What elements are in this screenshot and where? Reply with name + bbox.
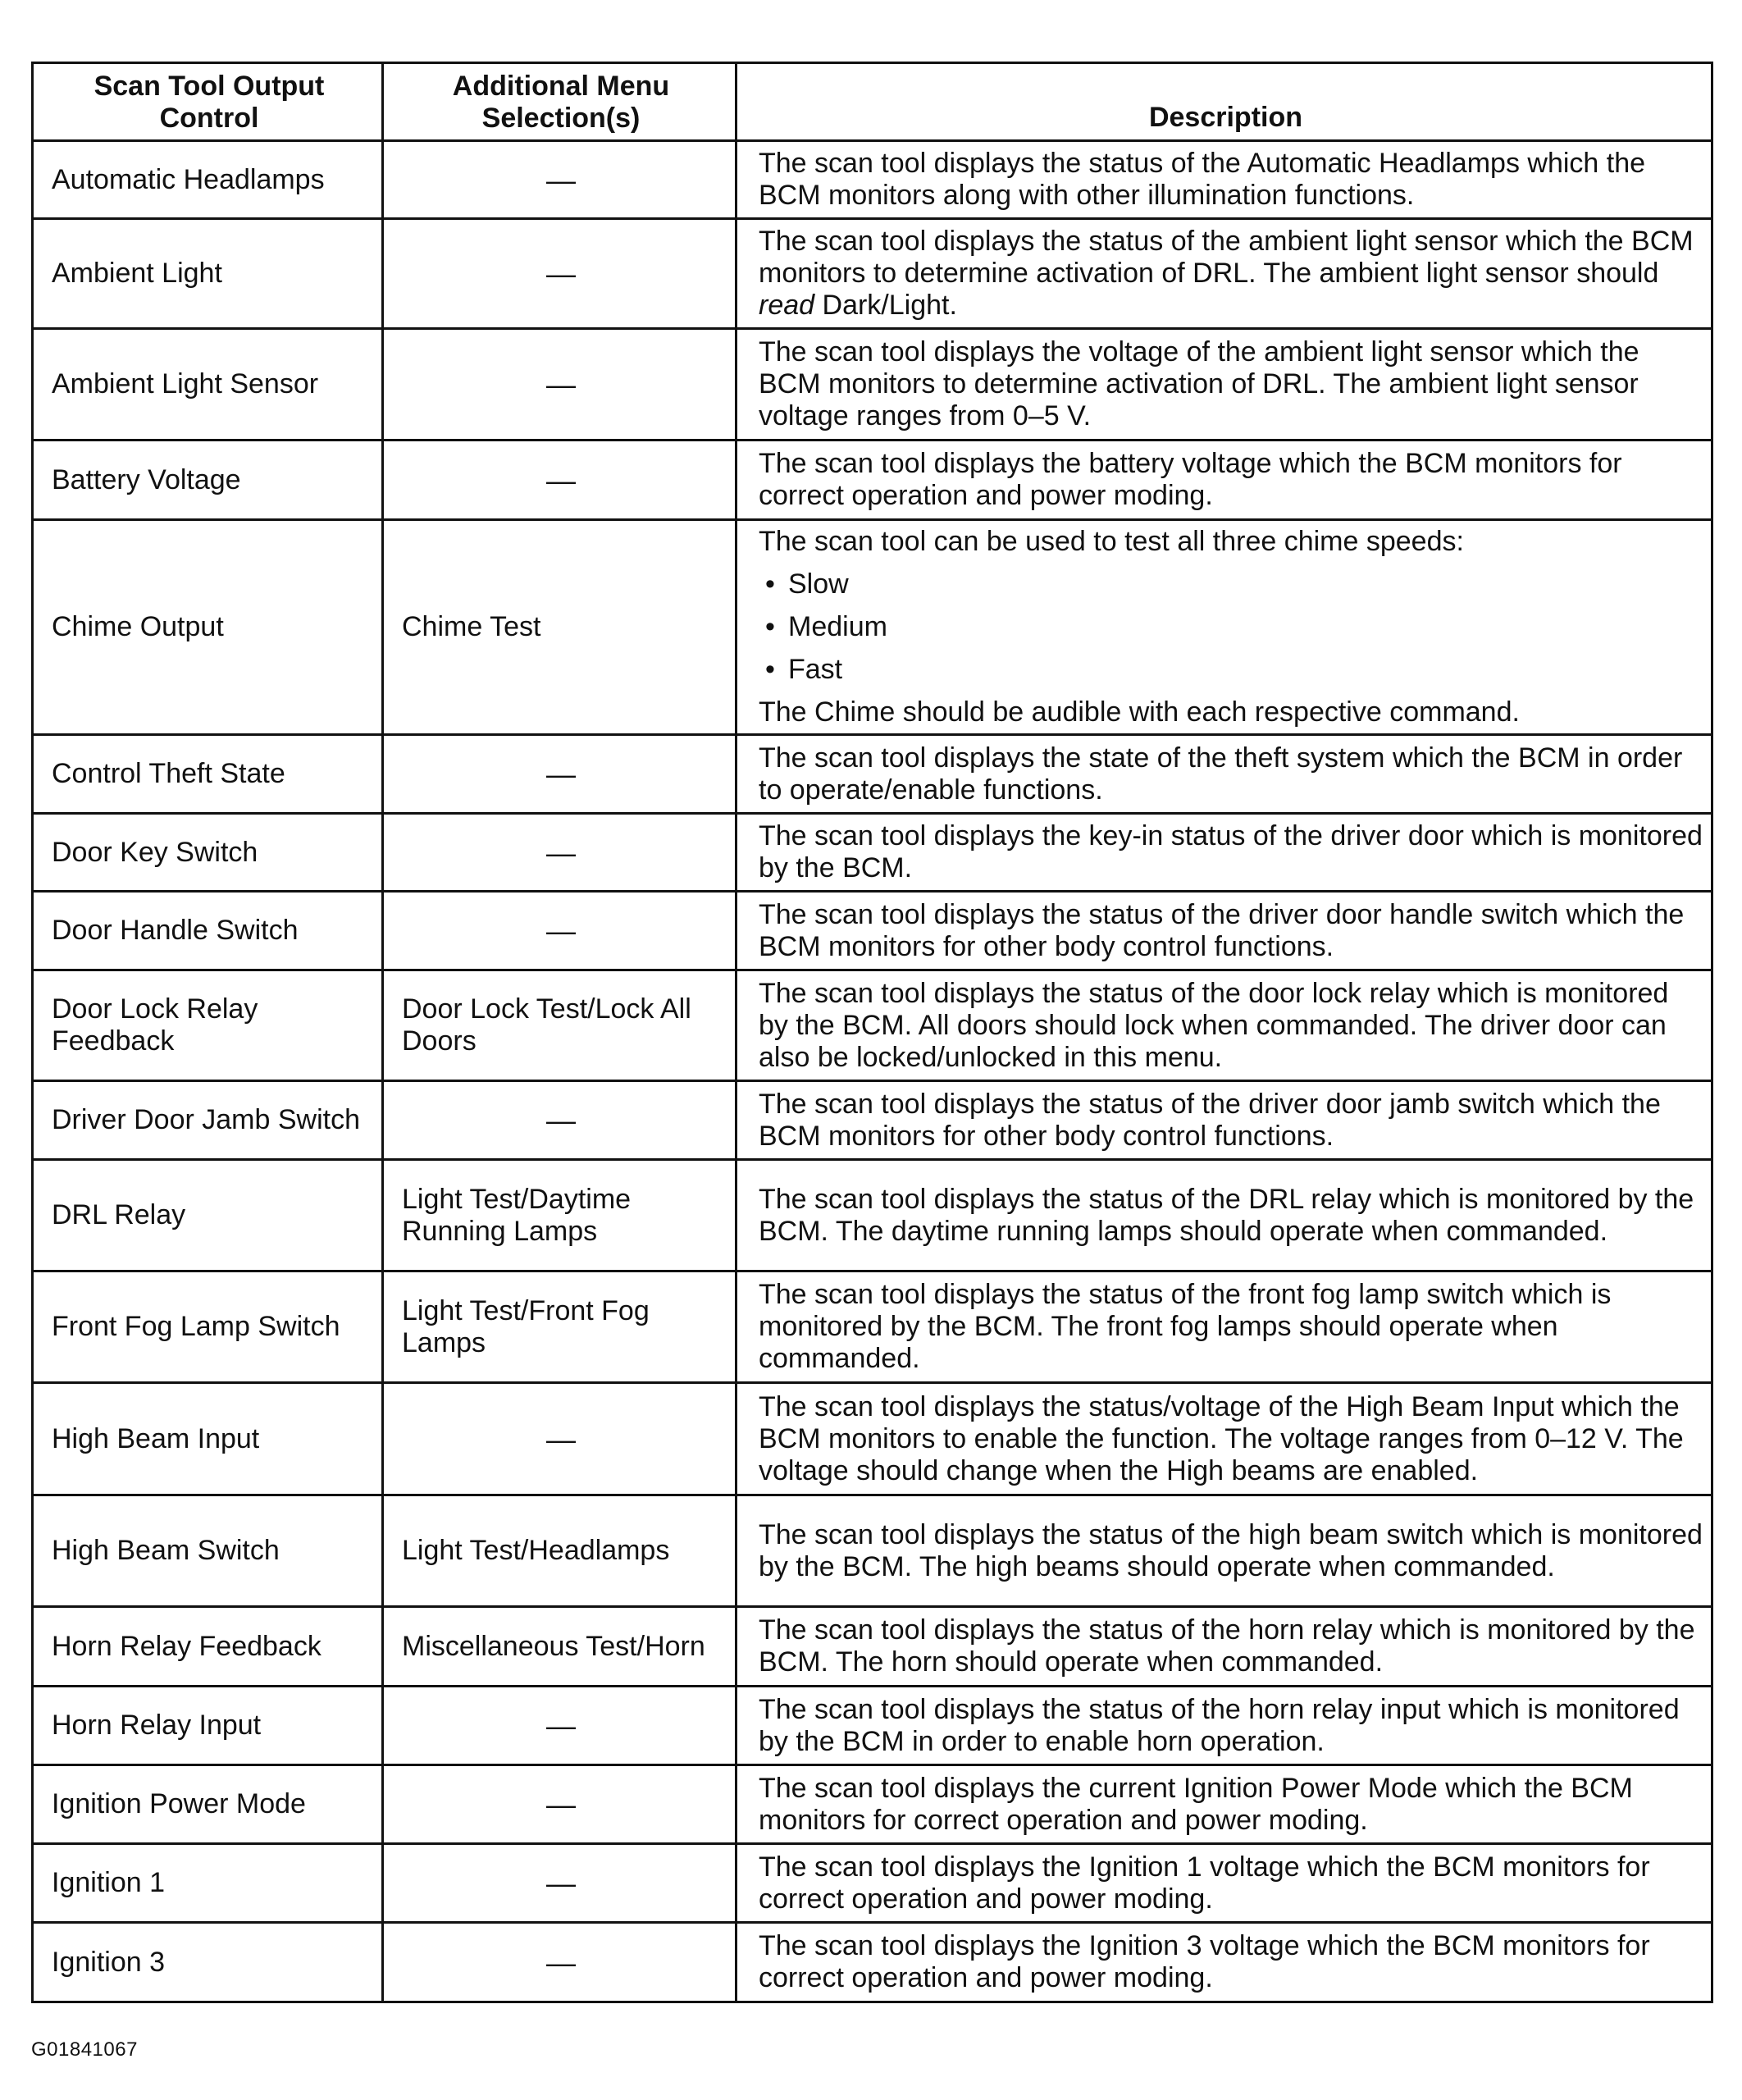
cell-control: Driver Door Jamb Switch <box>33 1081 383 1160</box>
cell-control: Battery Voltage <box>33 441 383 520</box>
cell-description: The scan tool displays the battery voltage which the BCM monitors for correct operation and power moding. <box>736 441 1712 520</box>
table-row <box>33 219 1712 329</box>
cell-control: High Beam Switch <box>33 1495 383 1607</box>
table-row <box>33 1687 1712 1765</box>
cell-description: The scan tool displays the current Ignition Power Mode which the BCM monitors for correct operation and power moding. <box>736 1765 1712 1844</box>
cell-control: Ignition Power Mode <box>33 1765 383 1844</box>
table-row <box>33 1844 1712 1923</box>
cell-description: The scan tool displays the status of the Automatic Headlamps which the BCM monitors along with other illumination functions. <box>736 141 1712 219</box>
cell-description: The scan tool displays the Ignition 3 voltage which the BCM monitors for correct operation and power moding. <box>736 1923 1712 2002</box>
cell-description: The scan tool displays the status of the high beam switch which is monitored by the BCM. The high beams should operate when commanded. <box>736 1495 1712 1607</box>
cell-control: DRL Relay <box>33 1160 383 1271</box>
cell-control: Ambient Light Sensor <box>33 329 383 441</box>
table-row <box>33 1923 1712 2002</box>
table-row <box>33 814 1712 892</box>
cell-description: The scan tool displays the state of the theft system which the BCM in order to operate/enable functions. <box>736 735 1712 814</box>
bullet-icon: • <box>765 654 775 685</box>
cell-control: Door Lock Relay Feedback <box>33 970 383 1081</box>
scan-tool-output-table <box>31 62 1713 2003</box>
cell-control: Ignition 3 <box>33 1923 383 2002</box>
list-item-label: Fast <box>788 654 843 685</box>
cell-control: Ambient Light <box>33 219 383 329</box>
cell-menu: — <box>383 329 736 441</box>
cell-menu: — <box>383 1923 736 2002</box>
header-menu <box>383 63 736 141</box>
cell-control: High Beam Input <box>33 1383 383 1495</box>
description-outro: The Chime should be audible with each respective command. <box>759 696 1520 728</box>
description-tail: Dark/Light. <box>814 290 957 321</box>
cell-menu: — <box>383 1383 736 1495</box>
cell-menu: Door Lock Test/Lock All Doors <box>383 970 736 1081</box>
cell-menu: — <box>383 219 736 329</box>
cell-menu: — <box>383 441 736 520</box>
cell-description: The scan tool displays the status of the DRL relay which is monitored by the BCM. The daytime running lamps should operate when commanded. <box>736 1160 1712 1271</box>
cell-description: The scan tool displays the status of the driver door jamb switch which the BCM monitors for other body control functions. <box>736 1081 1712 1160</box>
cell-description <box>736 219 1712 329</box>
cell-menu: Light Test/Front Fog Lamps <box>383 1271 736 1383</box>
cell-description: The scan tool displays the Ignition 1 voltage which the BCM monitors for correct operation and power moding. <box>736 1844 1712 1923</box>
table-row <box>33 970 1712 1081</box>
cell-description: The scan tool displays the key-in status of the driver door which is monitored by the BCM. <box>736 814 1712 892</box>
table-row <box>33 329 1712 441</box>
chime-speed-list <box>759 568 1704 686</box>
bullet-icon: • <box>765 611 775 642</box>
cell-description: The scan tool displays the status/voltage of the High Beam Input which the BCM monitors to enable the function. The voltage ranges from 0–12 V. The voltage should change when the High beams are enabled. <box>736 1383 1712 1495</box>
cell-description: The scan tool displays the status of the horn relay which is monitored by the BCM. The horn should operate when commanded. <box>736 1607 1712 1687</box>
cell-menu: Miscellaneous Test/Horn <box>383 1607 736 1687</box>
cell-control: Door Key Switch <box>33 814 383 892</box>
header-row <box>33 63 1712 141</box>
cell-menu: Chime Test <box>383 520 736 735</box>
cell-menu: — <box>383 1687 736 1765</box>
figure-id: G01841067 <box>31 2038 138 2061</box>
cell-control: Door Handle Switch <box>33 892 383 970</box>
cell-control: Horn Relay Feedback <box>33 1607 383 1687</box>
table-row <box>33 1495 1712 1607</box>
cell-menu: — <box>383 892 736 970</box>
cell-control: Chime Output <box>33 520 383 735</box>
table-row <box>33 1081 1712 1160</box>
cell-description <box>736 520 1712 735</box>
cell-menu: — <box>383 141 736 219</box>
cell-description: The scan tool displays the status of the driver door handle switch which the BCM monitors for other body control functions. <box>736 892 1712 970</box>
table-row <box>33 141 1712 219</box>
header-description: Description <box>736 63 1712 141</box>
header-menu-line2: Selection(s) <box>481 103 641 134</box>
table-row <box>33 520 1712 735</box>
cell-menu: — <box>383 814 736 892</box>
header-control-line1: Scan Tool Output <box>93 71 325 102</box>
cell-menu: — <box>383 735 736 814</box>
cell-control: Control Theft State <box>33 735 383 814</box>
table-row <box>33 441 1712 520</box>
table-row <box>33 1160 1712 1271</box>
table-row <box>33 1271 1712 1383</box>
bullet-icon: • <box>765 568 775 600</box>
header-menu-line1: Additional Menu <box>452 71 670 102</box>
table-row <box>33 1607 1712 1687</box>
cell-menu: — <box>383 1081 736 1160</box>
table-row <box>33 1765 1712 1844</box>
cell-description: The scan tool displays the status of the horn relay input which is monitored by the BCM in order to enable horn operation. <box>736 1687 1712 1765</box>
list-item-label: Medium <box>788 611 887 642</box>
cell-description: The scan tool displays the status of the door lock relay which is monitored by the BCM. All doors should lock when commanded. The driver door can also be locked/unlocked in this menu. <box>736 970 1712 1081</box>
cell-menu: Light Test/Headlamps <box>383 1495 736 1607</box>
cell-control: Ignition 1 <box>33 1844 383 1923</box>
cell-control: Automatic Headlamps <box>33 141 383 219</box>
cell-description: The scan tool displays the status of the front fog lamp switch which is monitored by the BCM. The front fog lamps should operate when commanded. <box>736 1271 1712 1383</box>
cell-description: The scan tool displays the voltage of the ambient light sensor which the BCM monitors to determine activation of DRL. The ambient light sensor voltage ranges from 0–5 V. <box>736 329 1712 441</box>
cell-control: Horn Relay Input <box>33 1687 383 1765</box>
table-row <box>33 735 1712 814</box>
list-item <box>759 568 1704 600</box>
description-emphasis: read <box>759 290 815 321</box>
list-item <box>759 654 1704 686</box>
cell-menu: — <box>383 1765 736 1844</box>
header-control <box>33 63 383 141</box>
cell-control: Front Fog Lamp Switch <box>33 1271 383 1383</box>
description-text: The scan tool displays the status of the ambient light sensor which the BCM monitors to determine activation of DRL. The ambient light sensor should <box>759 226 1694 289</box>
table-row <box>33 892 1712 970</box>
list-item <box>759 611 1704 643</box>
table-row <box>33 1383 1712 1495</box>
header-control-line2: Control <box>159 103 259 134</box>
cell-menu: — <box>383 1844 736 1923</box>
cell-menu: Light Test/Daytime Running Lamps <box>383 1160 736 1271</box>
list-item-label: Slow <box>788 568 849 600</box>
description-intro: The scan tool can be used to test all three chime speeds: <box>759 526 1464 557</box>
